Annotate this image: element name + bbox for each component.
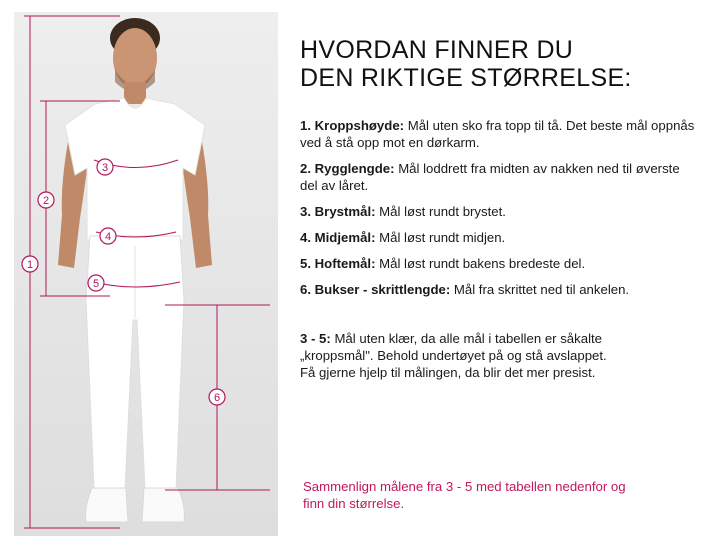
step-label: 5. Hoftemål:: [300, 256, 376, 271]
svg-text:6: 6: [213, 392, 221, 404]
step-text: Mål løst rundt brystet.: [375, 204, 506, 219]
measurement-steps-list: [300, 117, 700, 307]
svg-text:3: 3: [101, 162, 109, 174]
step-label: 1. Kroppshøyde:: [300, 118, 405, 133]
note-label: 3 - 5:: [300, 331, 331, 346]
compare-line-1: Sammenlign målene fra 3 - 5 med tabellen nedenfor og: [303, 479, 626, 494]
step-text: Mål loddrett fra midten av nakken ned til øverste del av låret.: [300, 161, 680, 193]
note-text-3: Få gjerne hjelp til målingen, da blir det mer presist.: [300, 365, 596, 380]
note-text-2: „kroppsmål". Behold undertøyet på og stå avslappet.: [300, 348, 607, 363]
compare-line-2: finn din størrelse.: [303, 496, 405, 511]
step-item: [300, 255, 700, 272]
step-item: [300, 203, 700, 220]
marker-4: [100, 228, 116, 244]
page-title: [300, 36, 700, 92]
step-label: 2. Rygglengde:: [300, 161, 395, 176]
model-silhouette: [58, 18, 212, 522]
step-text: Mål uten sko fra topp til tå. Det beste mål oppnås ved å stå opp mot en dørkarm.: [300, 118, 695, 150]
step-item: [300, 281, 700, 298]
marker-2: [38, 192, 54, 208]
marker-3: [97, 159, 113, 175]
compare-hint: [303, 478, 703, 512]
title-line-1: HVORDAN FINNER DU: [300, 36, 574, 64]
step-text: Mål løst rundt midjen.: [375, 230, 506, 245]
step-item: [300, 117, 700, 151]
note-text-1: Mål uten klær, da alle mål i tabellen er såkalte: [330, 331, 602, 346]
title-line-2: DEN RIKTIGE STØRRELSE:: [300, 64, 632, 92]
step-label: 6. Bukser - skrittlengde:: [300, 282, 451, 297]
step-text: Mål løst rundt bakens bredeste del.: [375, 256, 586, 271]
step-label: 3. Brystmål:: [300, 204, 376, 219]
marker-6: [209, 389, 225, 405]
svg-text:5: 5: [92, 278, 100, 290]
svg-text:1: 1: [26, 259, 34, 271]
step-text: Mål fra skrittet ned til ankelen.: [450, 282, 630, 297]
measurement-note: [300, 330, 700, 381]
step-label: 4. Midjemål:: [300, 230, 376, 245]
svg-text:4: 4: [104, 231, 112, 243]
svg-text:2: 2: [42, 195, 50, 207]
step-item: [300, 229, 700, 246]
marker-1: [22, 256, 38, 272]
marker-5: [88, 275, 104, 291]
step-item: [300, 160, 700, 194]
